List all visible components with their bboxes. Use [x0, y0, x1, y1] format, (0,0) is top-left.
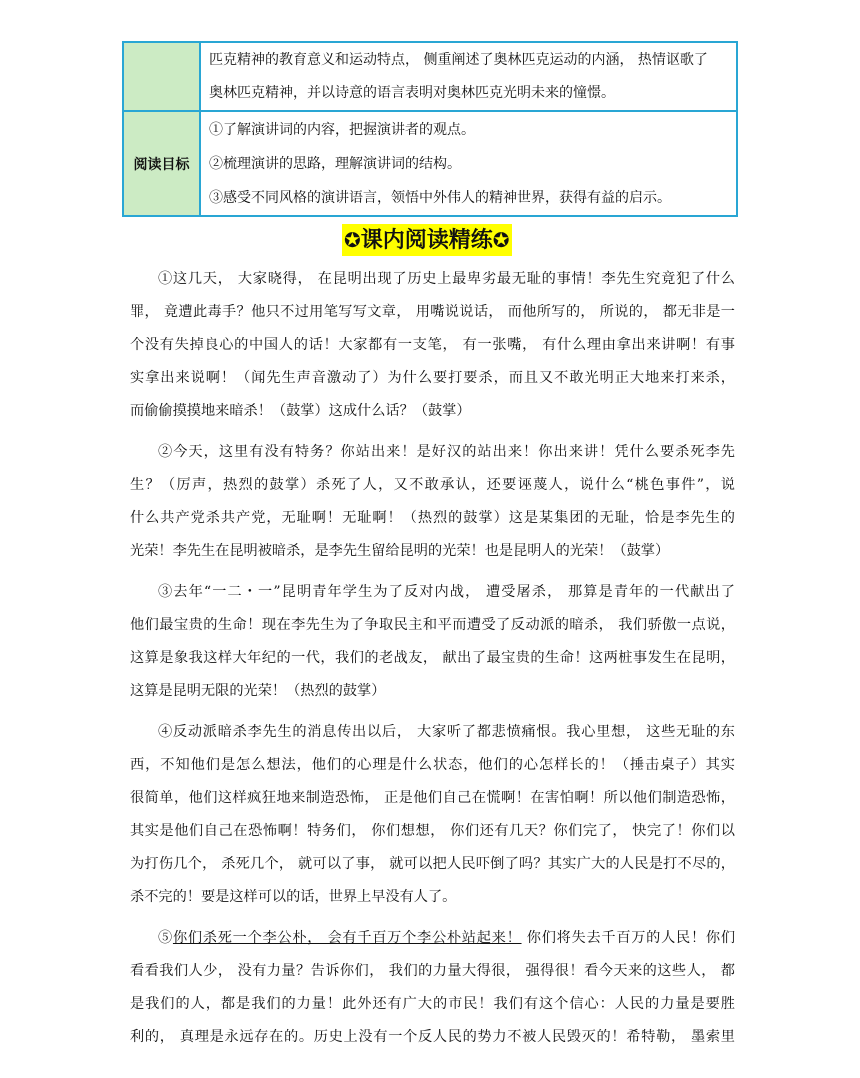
row-label: [123, 42, 200, 111]
paragraph-number: ⑤: [158, 930, 173, 946]
text-line: 他们最宝贵的生命！现在李先生为了争取民主和平而遭受了反动派的暗杀， 我们骄傲一点说，: [130, 617, 735, 633]
paragraph-5: [130, 922, 735, 1054]
text-line: 西，不知他们是怎么想法，他们的心理是什么状态，他们的心怎样长的！（捶击桌子）其实: [130, 757, 735, 773]
paragraph-2: [130, 436, 735, 568]
star-icon: ✪: [344, 228, 361, 252]
text-line: 杀不完的！要是这样可以的话，世界上早没有人了。: [130, 889, 457, 905]
text-line: 而偷偷摸摸地来暗杀！（鼓掌）这成什么话？（鼓掌）: [130, 403, 471, 419]
reading-goals-label: 阅读目标: [123, 111, 200, 216]
text-line: 个没有失掉良心的中国人的话！大家都有一支笔， 有一张嘴， 有什么理由拿出来讲啊！有事: [130, 337, 735, 353]
text-line: 为打伤几个， 杀死几个， 就可以了事， 就可以把人民吓倒了吗？其实广大的人民是打不尽的，: [130, 856, 735, 872]
row-content: [200, 42, 737, 111]
table-row: [123, 111, 737, 216]
text-line: [130, 922, 735, 955]
goal-item: ③感受不同风格的演讲语言，领悟中外伟人的精神世界，获得有益的启示。: [209, 189, 671, 206]
underlined-sentence: 你们杀死一个李公朴， 会有千百万个李公朴站起来！: [172, 930, 522, 946]
text-line: ③去年“一二・一”昆明青年学生为了反对内战， 遭受屠杀， 那算是青年的一代献出了: [158, 584, 735, 600]
text-line: 是我们的人，都是我们的力量！此外还有广大的市民！我们有这个信心：人民的力量是要胜: [130, 996, 735, 1012]
text-line: 很简单，他们这样疯狂地来制造恐怖， 正是他们自己在慌啊！在害怕啊！所以他们制造恐怖，: [130, 790, 735, 806]
text-line: 什么共产党杀共产党，无耻啊！无耻啊！（热烈的鼓掌）这是某集团的无耻，恰是李先生的: [130, 510, 735, 526]
text-line: 实拿出来说啊！（闻先生声音激动了）为什么要打要杀，而且又不敢光明正大地来打来杀，: [130, 370, 735, 386]
text-line: ④反动派暗杀李先生的消息传出以后， 大家听了都悲愤痛恨。我心里想， 这些无耻的东: [158, 724, 735, 740]
content-line: 匹克精神的教育意义和运动特点， 侧重阐述了奥林匹克运动的内涵， 热情讴歌了: [209, 51, 708, 68]
text-line: 罪， 竟遭此毒手？他只不过用笔写写文章， 用嘴说说话， 而他所写的， 所说的， 都无非是一: [130, 304, 735, 320]
reading-info-table: [122, 41, 738, 217]
text-line: 利的， 真理是永远存在的。历史上没有一个反人民的势力不被人民毁灭的！希特勒， 墨索里: [130, 1029, 735, 1045]
text-line: 其实是他们自己在恐怖啊！特务们， 你们想想， 你们还有几天？你们完了， 快完了！你们以: [130, 823, 735, 839]
text-line: ②今天，这里有没有特务？你站出来！是好汉的站出来！你出来讲！凭什么要杀死李先: [158, 444, 735, 460]
goal-item: ②梳理演讲的思路，理解演讲词的结构。: [209, 155, 461, 172]
paragraph-3: [130, 576, 735, 708]
text-line: 这算是象我这样大年纪的一代，我们的老战友， 献出了最宝贵的生命！这两桩事发生在昆明，: [130, 650, 735, 666]
reading-goals-content: [200, 111, 737, 216]
goal-item: ①了解演讲词的内容，把握演讲者的观点。: [209, 121, 475, 138]
text-line: 生？（厉声，热烈的鼓掌）杀死了人，又不敢承认，还要诬蔑人，说什么“桃色事件”，说: [130, 477, 735, 493]
text-line: ①这几天， 大家晓得， 在昆明出现了历史上最卑劣最无耻的事情！李先生究竟犯了什么: [158, 271, 735, 287]
paragraph-4: [130, 716, 735, 914]
text-segment: 你们将失去千百万的人民！你们: [521, 930, 736, 946]
text-line: 看看我们人少， 没有力量？告诉你们， 我们的力量大得很， 强得很！看今天来的这些人， 都: [130, 963, 735, 979]
section-heading: [342, 224, 512, 256]
star-icon: ✪: [492, 228, 510, 252]
table-row: [123, 42, 737, 111]
text-line: 这算是昆明无限的光荣！（热烈的鼓掌）: [130, 683, 386, 699]
reading-passage: [130, 263, 735, 1062]
content-line: 奥林匹克精神，并以诗意的语言表明对奥林匹克光明未来的憧憬。: [209, 84, 615, 101]
text-line: 光荣！李先生在昆明被暗杀，是李先生留给昆明的光荣！也是昆明人的光荣！（鼓掌）: [130, 543, 670, 559]
section-title: 课内阅读精练: [360, 228, 493, 253]
paragraph-1: [130, 263, 735, 428]
